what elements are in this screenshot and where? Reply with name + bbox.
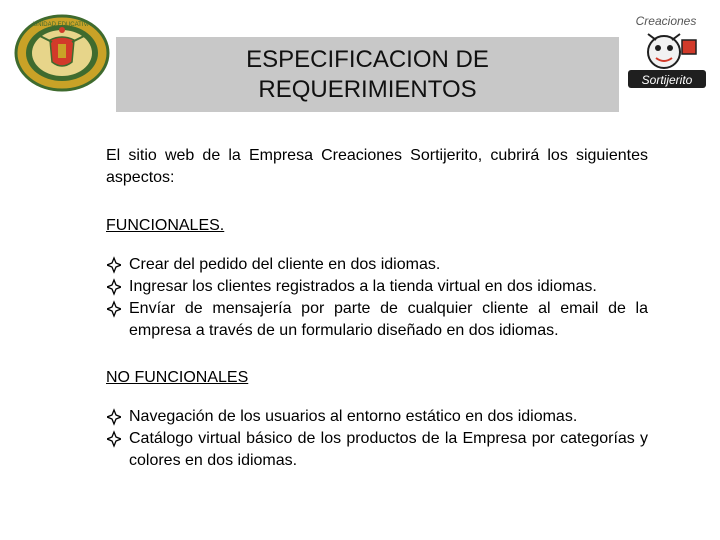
- list-item-text: Catálogo virtual básico de los productos de la Empresa por categorías y colores en dos idiomas.: [129, 430, 648, 469]
- list-item-text: Ingresar los clientes registrados a la tienda virtual en dos idiomas.: [129, 278, 597, 295]
- diamond-star-bullet-icon: [107, 406, 121, 428]
- list-item: [106, 406, 648, 428]
- crest-text: UNIDAD EDUCATIVA: [32, 22, 92, 28]
- logo-top-text: Creaciones: [635, 14, 697, 28]
- non-functional-list: [106, 406, 648, 472]
- title-line-2: REQUERIMIENTOS: [258, 75, 477, 103]
- intro-paragraph: El sitio web de la Empresa Creaciones Sortijerito, cubrirá los siguientes aspectos:: [106, 147, 648, 186]
- diamond-star-bullet-icon: [107, 276, 121, 298]
- functional-list: [106, 254, 648, 342]
- diamond-star-bullet-icon: [107, 254, 121, 276]
- list-item: [106, 276, 648, 298]
- logo-bottom-text: Sortijerito: [641, 73, 693, 87]
- functional-heading: FUNCIONALES.: [106, 217, 225, 234]
- school-crest-icon: [14, 14, 110, 92]
- diamond-star-bullet-icon: [107, 298, 121, 320]
- non-functional-heading: NO FUNCIONALES: [106, 369, 249, 386]
- title-line-1: ESPECIFICACION DE: [246, 45, 489, 73]
- diamond-star-bullet-icon: [107, 428, 121, 450]
- requirements-content: [106, 145, 648, 472]
- list-item: [106, 254, 648, 276]
- list-item: [106, 298, 648, 342]
- list-item: [106, 428, 648, 472]
- creaciones-sortijerito-logo-icon: [624, 12, 710, 94]
- slide-title: [116, 37, 619, 112]
- list-item-text: Crear del pedido del cliente en dos idiomas.: [129, 256, 441, 273]
- list-item-text: Navegación de los usuarios al entorno estático en dos idiomas.: [129, 408, 578, 425]
- list-item-text: Envíar de mensajería por parte de cualquier cliente al email de la empresa a través de un formulario diseñado en dos idiomas.: [129, 300, 648, 339]
